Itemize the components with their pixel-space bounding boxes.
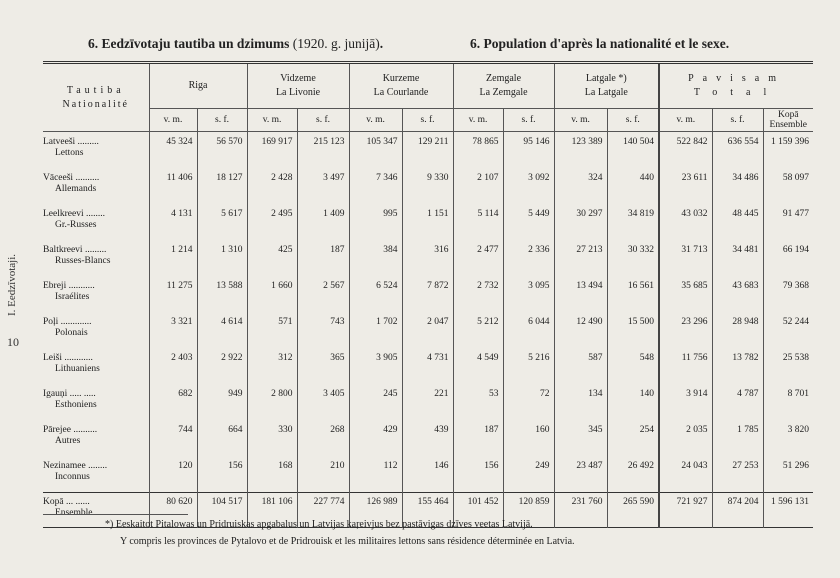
value-cell: 7 346 xyxy=(349,168,402,204)
nationality-fr: Autres xyxy=(55,436,81,446)
value-cell: 440 xyxy=(607,168,659,204)
header-sf: s. f. xyxy=(503,109,554,132)
value-cell: 43 683 xyxy=(712,276,763,312)
value-cell: 2 035 xyxy=(659,420,712,456)
table-row xyxy=(43,348,813,384)
value-cell: 52 244 xyxy=(763,312,813,348)
value-cell: 5 617 xyxy=(197,204,247,240)
header-nationality-lv: Tautiba xyxy=(66,84,125,96)
value-cell: 227 774 xyxy=(297,493,349,528)
value-cell: 210 xyxy=(297,456,349,493)
value-cell: 30 332 xyxy=(607,240,659,276)
value-cell: 156 xyxy=(197,456,247,493)
value-cell: 91 477 xyxy=(763,204,813,240)
nationality-cell xyxy=(43,132,149,169)
value-cell: 1 310 xyxy=(197,240,247,276)
header-sf: s. f. xyxy=(402,109,453,132)
value-cell: 24 043 xyxy=(659,456,712,493)
value-cell: 80 620 xyxy=(149,493,197,528)
value-cell: 254 xyxy=(607,420,659,456)
value-cell: 721 927 xyxy=(659,493,712,528)
header-latgale-fr: La Latgale xyxy=(584,87,628,98)
header-vm: v. m. xyxy=(453,109,503,132)
value-cell: 3 905 xyxy=(349,348,402,384)
value-cell: 4 131 xyxy=(149,204,197,240)
value-cell: 112 xyxy=(349,456,402,493)
value-cell: 636 554 xyxy=(712,132,763,169)
value-cell: 249 xyxy=(503,456,554,493)
value-cell: 25 538 xyxy=(763,348,813,384)
value-cell: 268 xyxy=(297,420,349,456)
value-cell: 5 212 xyxy=(453,312,503,348)
value-cell: 140 xyxy=(607,384,659,420)
nationality-lv: Baltkreevi ......... xyxy=(43,245,107,255)
value-cell: 27 253 xyxy=(712,456,763,493)
header-vidzeme xyxy=(247,63,349,109)
value-cell: 123 389 xyxy=(554,132,607,169)
page-title-french: 6. Population d'après la nationalité et le sexe. xyxy=(470,36,730,51)
value-cell: 12 490 xyxy=(554,312,607,348)
value-cell: 134 xyxy=(554,384,607,420)
value-cell: 129 211 xyxy=(402,132,453,169)
value-cell: 2 428 xyxy=(247,168,297,204)
value-cell: 587 xyxy=(554,348,607,384)
header-zemgale-lv: Zemgale xyxy=(486,73,522,84)
nationality-fr: Lettons xyxy=(55,148,84,158)
value-cell: 23 487 xyxy=(554,456,607,493)
header-vidzeme-fr: La Livonie xyxy=(275,87,321,98)
value-cell: 439 xyxy=(402,420,453,456)
nationality-lv: Vāceeši .......... xyxy=(43,173,100,183)
header-total xyxy=(659,63,813,109)
value-cell: 3 405 xyxy=(297,384,349,420)
value-cell: 2 922 xyxy=(197,348,247,384)
value-cell: 429 xyxy=(349,420,402,456)
value-cell: 1 159 396 xyxy=(763,132,813,169)
value-cell: 95 146 xyxy=(503,132,554,169)
value-cell: 2 107 xyxy=(453,168,503,204)
value-cell: 4 731 xyxy=(402,348,453,384)
value-cell: 874 204 xyxy=(712,493,763,528)
nationality-lv: Kopā ... ...... xyxy=(43,497,90,507)
nationality-cell xyxy=(43,168,149,204)
value-cell: 105 347 xyxy=(349,132,402,169)
page-number: 10 xyxy=(7,335,19,349)
value-cell: 34 819 xyxy=(607,204,659,240)
value-cell: 522 842 xyxy=(659,132,712,169)
footnote-divider xyxy=(43,514,188,515)
nationality-lv: Leelkreevi ........ xyxy=(43,209,105,219)
value-cell: 79 368 xyxy=(763,276,813,312)
value-cell: 365 xyxy=(297,348,349,384)
header-sf: s. f. xyxy=(712,109,763,132)
value-cell: 330 xyxy=(247,420,297,456)
header-sf: s. f. xyxy=(297,109,349,132)
nationality-cell xyxy=(43,420,149,456)
value-cell: 140 504 xyxy=(607,132,659,169)
value-cell: 743 xyxy=(297,312,349,348)
value-cell: 231 760 xyxy=(554,493,607,528)
value-cell: 5 114 xyxy=(453,204,503,240)
title-lv-date: (1920. g. junijā) xyxy=(289,36,380,51)
nationality-lv: Poļi ............. xyxy=(43,317,92,327)
nationality-fr: Esthoniens xyxy=(55,400,97,410)
header-latgale-lv: Latgale *) xyxy=(585,73,627,84)
value-cell: 1 151 xyxy=(402,204,453,240)
value-cell: 1 214 xyxy=(149,240,197,276)
header-kurzeme-fr: La Courlande xyxy=(373,87,429,98)
nationality-fr: Allemands xyxy=(55,184,97,194)
value-cell: 3 321 xyxy=(149,312,197,348)
value-cell: 13 494 xyxy=(554,276,607,312)
header-total-fr: Total xyxy=(693,87,780,98)
header-vm: v. m. xyxy=(149,109,197,132)
value-cell: 682 xyxy=(149,384,197,420)
nationality-lv: Igauņi ..... ..... xyxy=(43,389,96,399)
value-cell: 78 865 xyxy=(453,132,503,169)
value-cell: 345 xyxy=(554,420,607,456)
value-cell: 31 713 xyxy=(659,240,712,276)
value-cell: 3 095 xyxy=(503,276,554,312)
value-cell: 2 800 xyxy=(247,384,297,420)
nationality-lv: Ebreji ........... xyxy=(43,281,95,291)
value-cell: 2 477 xyxy=(453,240,503,276)
value-cell: 11 406 xyxy=(149,168,197,204)
value-cell: 45 324 xyxy=(149,132,197,169)
header-vm: v. m. xyxy=(659,109,712,132)
population-table xyxy=(43,61,813,528)
value-cell: 6 044 xyxy=(503,312,554,348)
header-kopa xyxy=(763,109,813,132)
header-vm: v. m. xyxy=(247,109,297,132)
value-cell: 384 xyxy=(349,240,402,276)
table-row xyxy=(43,276,813,312)
table-row xyxy=(43,456,813,493)
value-cell: 8 701 xyxy=(763,384,813,420)
nationality-cell xyxy=(43,456,149,493)
table-row xyxy=(43,168,813,204)
value-cell: 56 570 xyxy=(197,132,247,169)
value-cell: 5 449 xyxy=(503,204,554,240)
header-riga-label: Riga xyxy=(188,80,208,91)
table-row xyxy=(43,312,813,348)
table-row xyxy=(43,132,813,169)
value-cell: 101 452 xyxy=(453,493,503,528)
value-cell: 1 409 xyxy=(297,204,349,240)
table-row xyxy=(43,420,813,456)
value-cell: 1 785 xyxy=(712,420,763,456)
value-cell: 2 495 xyxy=(247,204,297,240)
value-cell: 4 614 xyxy=(197,312,247,348)
value-cell: 11 756 xyxy=(659,348,712,384)
header-riga xyxy=(149,63,247,109)
value-cell: 6 524 xyxy=(349,276,402,312)
value-cell: 26 492 xyxy=(607,456,659,493)
value-cell: 187 xyxy=(453,420,503,456)
value-cell: 1 596 131 xyxy=(763,493,813,528)
nationality-cell xyxy=(43,240,149,276)
value-cell: 48 445 xyxy=(712,204,763,240)
value-cell: 126 989 xyxy=(349,493,402,528)
nationality-fr: Inconnus xyxy=(55,472,90,482)
header-total-lv: Pavisam xyxy=(688,73,785,84)
value-cell: 72 xyxy=(503,384,554,420)
table-row xyxy=(43,384,813,420)
value-cell: 3 914 xyxy=(659,384,712,420)
nationality-fr: Ensemble xyxy=(55,508,93,518)
value-cell: 35 685 xyxy=(659,276,712,312)
value-cell: 34 486 xyxy=(712,168,763,204)
nationality-lv: Pārejee .......... xyxy=(43,425,98,435)
nationality-lv: Leiši ............ xyxy=(43,353,93,363)
nationality-cell xyxy=(43,312,149,348)
header-nationality-fr: Nationalité xyxy=(62,98,129,110)
value-cell: 7 872 xyxy=(402,276,453,312)
header-kopa-fr: Ensemble xyxy=(769,120,808,130)
value-cell: 23 611 xyxy=(659,168,712,204)
value-cell: 160 xyxy=(503,420,554,456)
value-cell: 13 588 xyxy=(197,276,247,312)
value-cell: 5 216 xyxy=(503,348,554,384)
header-sf: s. f. xyxy=(197,109,247,132)
value-cell: 324 xyxy=(554,168,607,204)
section-label-text: I. Eedzīvotaji. xyxy=(6,253,19,317)
nationality-fr: Polonais xyxy=(55,328,88,338)
nationality-cell xyxy=(43,276,149,312)
nationality-lv: Nezinamee ........ xyxy=(43,461,108,471)
value-cell: 245 xyxy=(349,384,402,420)
value-cell: 53 xyxy=(453,384,503,420)
footnote-latvian: *) Eeskaitot Pitalowas un Pridruiskas apgabalus un Latvijas kaŗeivjus bez pastāvigas dzīves veetas Latvijā. xyxy=(105,519,533,530)
value-cell: 4 787 xyxy=(712,384,763,420)
value-cell: 312 xyxy=(247,348,297,384)
value-cell: 4 549 xyxy=(453,348,503,384)
value-cell: 215 123 xyxy=(297,132,349,169)
value-cell: 30 297 xyxy=(554,204,607,240)
value-cell: 744 xyxy=(149,420,197,456)
value-cell: 51 296 xyxy=(763,456,813,493)
value-cell: 548 xyxy=(607,348,659,384)
value-cell: 43 032 xyxy=(659,204,712,240)
header-kopa-lv: Kopā xyxy=(778,110,799,120)
value-cell: 3 820 xyxy=(763,420,813,456)
value-cell: 18 127 xyxy=(197,168,247,204)
value-cell: 13 782 xyxy=(712,348,763,384)
nationality-fr: Israélites xyxy=(55,292,90,302)
value-cell: 28 948 xyxy=(712,312,763,348)
value-cell: 146 xyxy=(402,456,453,493)
value-cell: 169 917 xyxy=(247,132,297,169)
value-cell: 23 296 xyxy=(659,312,712,348)
table-row xyxy=(43,204,813,240)
value-cell: 316 xyxy=(402,240,453,276)
value-cell: 120 xyxy=(149,456,197,493)
header-kurzeme-lv: Kurzeme xyxy=(382,73,420,84)
table-row xyxy=(43,240,813,276)
header-sf: s. f. xyxy=(607,109,659,132)
header-row-sex xyxy=(43,109,813,132)
value-cell: 2 567 xyxy=(297,276,349,312)
value-cell: 156 xyxy=(453,456,503,493)
value-cell: 58 097 xyxy=(763,168,813,204)
header-vm: v. m. xyxy=(349,109,402,132)
nationality-lv: Latveeši ......... xyxy=(43,137,99,147)
value-cell: 155 464 xyxy=(402,493,453,528)
value-cell: 664 xyxy=(197,420,247,456)
title-lv-end: . xyxy=(379,36,384,51)
footnote-french: Y compris les provinces de Pytalovo et de Pridrouisk et les militaires lettons sans résidence déterminée en Latvia. xyxy=(120,536,575,547)
value-cell: 9 330 xyxy=(402,168,453,204)
value-cell: 571 xyxy=(247,312,297,348)
page-title-latvian xyxy=(88,36,383,52)
value-cell: 1 660 xyxy=(247,276,297,312)
value-cell: 2 403 xyxy=(149,348,197,384)
header-vm: v. m. xyxy=(554,109,607,132)
value-cell: 187 xyxy=(297,240,349,276)
section-label xyxy=(2,245,22,325)
value-cell: 1 702 xyxy=(349,312,402,348)
nationality-cell xyxy=(43,348,149,384)
value-cell: 104 517 xyxy=(197,493,247,528)
header-row-regions xyxy=(43,63,813,109)
value-cell: 3 092 xyxy=(503,168,554,204)
header-kurzeme xyxy=(349,63,453,109)
value-cell: 2 336 xyxy=(503,240,554,276)
value-cell: 168 xyxy=(247,456,297,493)
value-cell: 15 500 xyxy=(607,312,659,348)
value-cell: 221 xyxy=(402,384,453,420)
header-zemgale-fr: La Zemgale xyxy=(479,87,528,98)
value-cell: 265 590 xyxy=(607,493,659,528)
value-cell: 66 194 xyxy=(763,240,813,276)
value-cell: 34 481 xyxy=(712,240,763,276)
nationality-fr: Gr.-Russes xyxy=(55,220,97,230)
value-cell: 949 xyxy=(197,384,247,420)
value-cell: 181 106 xyxy=(247,493,297,528)
value-cell: 120 859 xyxy=(503,493,554,528)
value-cell: 2 732 xyxy=(453,276,503,312)
nationality-fr: Lithuaniens xyxy=(55,364,100,374)
value-cell: 27 213 xyxy=(554,240,607,276)
header-zemgale xyxy=(453,63,554,109)
value-cell: 3 497 xyxy=(297,168,349,204)
nationality-cell xyxy=(43,384,149,420)
header-nationality xyxy=(43,63,149,132)
value-cell: 16 561 xyxy=(607,276,659,312)
value-cell: 995 xyxy=(349,204,402,240)
header-latgale xyxy=(554,63,659,109)
nationality-cell xyxy=(43,204,149,240)
title-lv-main: 6. Eedzīvotaju tautiba un dzimums xyxy=(88,36,290,51)
value-cell: 2 047 xyxy=(402,312,453,348)
value-cell: 425 xyxy=(247,240,297,276)
value-cell: 11 275 xyxy=(149,276,197,312)
nationality-fr: Russes-Blancs xyxy=(55,256,111,266)
header-vidzeme-lv: Vidzeme xyxy=(280,73,316,84)
